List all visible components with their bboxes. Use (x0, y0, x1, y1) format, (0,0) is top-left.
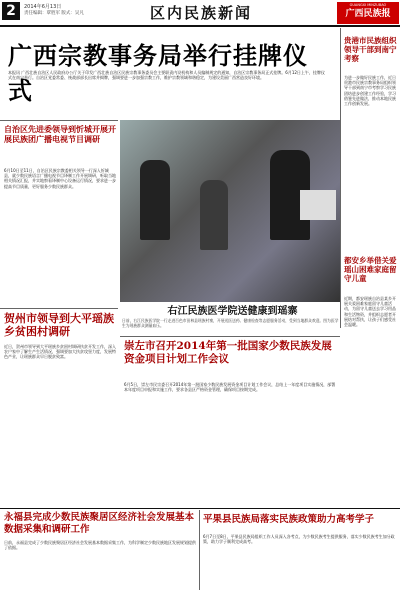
article-body-chongzuo: 6月5日，崇左市民宗委召开2014年第一批国家少数民族发展资金项目计划工作会议，总结上一年度项目实施情况，部署本年度项目申报和实施工作，要求各县区严格资金管理，确保项目按期完成。 (124, 382, 336, 393)
column-divider (340, 28, 341, 328)
masthead-rule (0, 25, 400, 27)
photo-caption-title: 右江民族医学院送健康到瑶寨 (167, 306, 298, 317)
section-title: 区内民族新闻 (150, 4, 253, 22)
lead-body: 本报讯 广西壮族自治区人民政府办公厅关于印发广西壮族自治区民族宗教事务委员会主要职责内设机构和人员编制规定的通知，自治区宗教事务局正式挂牌。6月12日上午，挂牌仪式在南宁举行。自治区党委常委、统战部部长出席并揭牌，强调要进一步加强宗教工作，维护宗教领域和谐稳定，为建设美丽广西营造良好环境。 (8, 70, 325, 81)
photo-figure (140, 160, 170, 240)
article-body-pingguo: 6月7日至8日，平果县民族局组织工作人员深入各考点，为少数民族考生提供服务，落实少数民族考生加分政策，助力学子顺利完成高考。 (203, 534, 395, 545)
column-divider (199, 510, 200, 590)
article-title-pingguo: 平果县民族局落实民族政策助力高考学子 (203, 514, 375, 525)
article-body-du-an: 近期，都安瑶族自治县某乡开展关爱困难家庭留守儿童活动，为留守儿童送去学习用品和生活物资，并组织志愿者开展结对帮扶，让孩子们感受社会温暖。 (344, 296, 396, 328)
article-body-xincheng: 6月10日至11日，自治区民族宗教委相关领导一行深入忻城县，就少数民族语言广播电视节目译制工作开展调研，听取当地相关情况汇报，并实地察看译制中心设备运行情况，要求进一步提高节目质量，更好服务少数民族群众。 (4, 168, 116, 189)
article-title-guigang: 贵港市民族组织领导干部到南宁考察 (344, 36, 397, 63)
article-title-du-an: 都安乡举借关爱瑶山困难家庭留守儿童 (344, 256, 397, 283)
section-divider (0, 308, 118, 309)
article-title-chongzuo: 崇左市召开2014年第一批国家少数民族发展资金项目计划工作会议 (124, 340, 332, 365)
section-divider (120, 336, 340, 337)
newspaper-brand (337, 2, 399, 24)
article-title-hezhou: 贺州市领导到大平瑶族乡贫困村调研 (4, 312, 114, 338)
lead-headline: 广西宗教事务局举行挂牌仪式 (8, 42, 308, 105)
editor-credit: 责任编辑：覃胜军 版式：吴凡 (24, 11, 84, 16)
page-number: 2 (2, 2, 20, 20)
article-body-yongfu: 日前，永福县完成了少数民族聚居区经济社会发展基本数据采集工作，为科学制定少数民族地区发展规划提供了依据。 (4, 540, 196, 551)
photo-figure (200, 180, 228, 250)
article-body-hezhou: 近日，贺州市领导到大平瑶族乡贫困村调研扶贫开发工作，深入农户家中了解生产生活情况，强调要加大扶贫攻坚力度，发展特色产业，让瑶族群众早日脱贫致富。 (4, 344, 116, 360)
brand-english: GUANGXI MINZUBAO (349, 3, 387, 7)
brand-chinese: 广西民族报 (345, 9, 391, 19)
section-divider (0, 120, 118, 121)
photo-caption-text: 日前，右江民族医学院一行走进百色市田林县瑶族村寨，开展送医送药、健康检查等志愿服务活动，受到当地群众欢迎。图为医学生为瑶族群众测量血压。 (122, 318, 339, 328)
issue-date: 2014年6月13日 (24, 4, 62, 10)
bottom-section-rule (0, 508, 400, 509)
photo-screen (300, 190, 336, 220)
news-photo (120, 120, 340, 302)
article-body-guigang: 为进一步做好民族工作，近日贵港市民族宗教事务局组织领导干部到南宁市考察学习民族团结进步创建工作经验，学习借鉴先进做法，推动本地民族工作创新发展。 (344, 75, 396, 107)
article-title-xincheng: 自治区先进委领导到忻城开展开展民族团广播电视节目调研 (4, 124, 116, 144)
article-title-yongfu: 永福县完成少数民族聚居区经济社会发展基本数据采集和调研工作 (4, 512, 195, 535)
